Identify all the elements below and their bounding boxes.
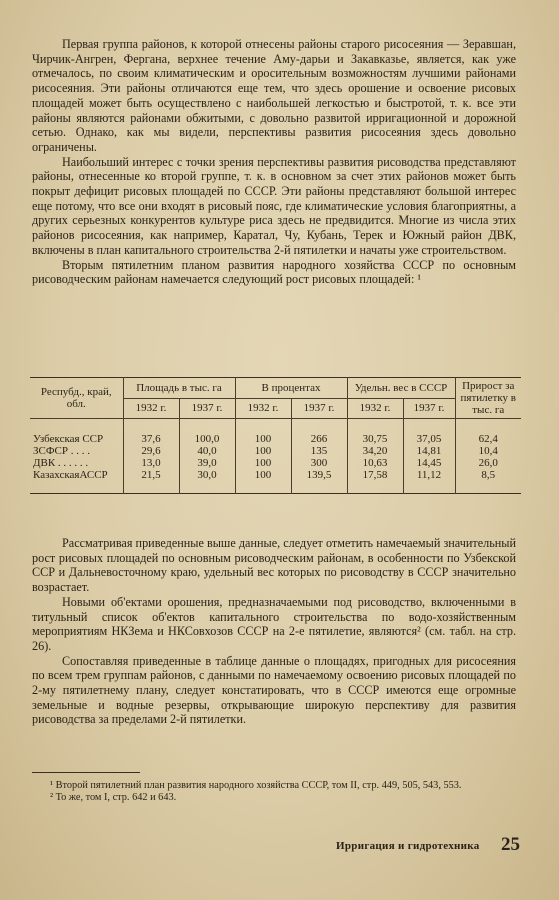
header-growth: Прирост за пятилетку в тыс. га — [455, 378, 521, 419]
cell: 13,0 — [123, 457, 179, 469]
cell: 100 — [235, 433, 291, 445]
header-year: 1932 г. — [235, 398, 291, 419]
header-year: 1937 г. — [291, 398, 347, 419]
header-region: Респубд., край, обл. — [30, 378, 123, 419]
cell: 30,0 — [179, 469, 235, 481]
page-number: 25 — [501, 834, 520, 855]
footnote-divider — [32, 772, 140, 773]
cell: 21,5 — [123, 469, 179, 481]
cell: 29,6 — [123, 445, 179, 457]
row-region: ДВК . . . . . . — [33, 457, 89, 469]
cell: 34,20 — [347, 445, 403, 457]
header-year: 1937 г. — [179, 398, 235, 419]
paragraph: Сопоставляя приведенные в таблице данные о площадях, пригодных для рисосеяния по всем трем группам районов, с данными по намечаемому освоению рисовых площадей по 2-му пятилетнему плану, следует констатировать, что в СССР имеются еще огромные земельные и водные резервы, открывающие широкую перспективу для развития рисоводства за пределами 2-й пятилетки. — [32, 653, 516, 727]
cell: 300 — [291, 457, 347, 469]
rice-area-table — [30, 377, 521, 494]
cell: 26,0 — [455, 457, 521, 469]
cell: 11,12 — [403, 469, 455, 481]
footnotes — [36, 780, 516, 805]
cell: 39,0 — [179, 457, 235, 469]
header-share: Удельн. вес в СССР — [347, 378, 455, 399]
header-percent: В процентах — [235, 378, 347, 399]
cell: 40,0 — [179, 445, 235, 457]
paragraph: Рассматривая приведенные выше данные, следует отметить намечаемый значительный рост рисовых площадей по основным рисоводческим районам, в особенности по Узбекской ССР и Дальневосточному краю, удельный вес которых по рисоводству в СССР значительно возрастает. — [32, 536, 516, 595]
paragraph: Новыми об'ектами орошения, предназначаемыми под рисоводство, включенными в титульный список об'ектов капитального строительства по водо-хозяйственным мероприятиям НКЗема и НКСовхозов СССР на 2-е пятилетие, являются² (см. табл. на стр. 26). — [32, 594, 516, 653]
header-year: 1932 г. — [123, 398, 179, 419]
cell: 17,58 — [347, 469, 403, 481]
table-row — [30, 445, 521, 457]
running-footer: Ирригация и гидротехника — [336, 840, 480, 852]
header-year: 1932 г. — [347, 398, 403, 419]
table-row — [30, 433, 521, 445]
cell: 10,63 — [347, 457, 403, 469]
cell: 14,81 — [403, 445, 455, 457]
cell: 62,4 — [455, 433, 521, 445]
cell: 10,4 — [455, 445, 521, 457]
paragraph: Вторым пятилетним планом развития народного хозяйства СССР по основным рисоводческим районам намечается следующий рост рисовых площадей: ¹ — [32, 257, 516, 287]
cell: 135 — [291, 445, 347, 457]
row-region: Узбекская ССР — [33, 433, 104, 445]
cell: 100 — [235, 457, 291, 469]
row-region: КазахскаяАССР — [33, 469, 108, 481]
cell: 30,75 — [347, 433, 403, 445]
footnote: ² То же, том I, стр. 642 и 643. — [50, 792, 177, 804]
cell: 37,05 — [403, 433, 455, 445]
body-text-bottom — [32, 536, 516, 727]
cell: 100 — [235, 469, 291, 481]
cell: 8,5 — [455, 469, 521, 481]
row-region: ЗСФСР . . . . — [33, 445, 90, 457]
table-row — [30, 457, 521, 469]
paragraph: Первая группа районов, к которой отнесены районы старого рисосеяния — Зеравшан, Чирчик-Ангрен, Фергана, верхнее течение Аму-дарьи и Закавказье, является, как уже отмечалось, по своим климатическим и оросительным возможностям лучшими районами рисосеяния. Эти районы отличаются еще тем, что здесь орошение и освоение рисовых площадей может быть осуществлено с наибольшей легкостью и быстротой, т. к. все эти районы являются районами обжитыми, с довольно развитой ирригационной и дорожной сетью. Однако, как мы видели, перспективы развития рисосеяния здесь довольно ограничены. — [32, 37, 516, 154]
cell: 37,6 — [123, 433, 179, 445]
cell: 100,0 — [179, 433, 235, 445]
header-year: 1937 г. — [403, 398, 455, 419]
body-text-top — [32, 37, 516, 287]
cell: 100 — [235, 445, 291, 457]
footnote: ¹ Второй пятилетний план развития народного хозяйства СССР, том II, стр. 449, 505, 543, 553. — [50, 780, 462, 791]
paragraph: Наибольший интерес с точки зрения перспективы развития рисоводства представляют районы, отнесенные ко второй группе, т. к. в основном за счет этих районов может быть покрыт дефицит рисовых площадей по СССР. Эти районы представляют большой интерес еще потому, что все они входят в рисовый пояс, где климатические условия благоприятны, а других серьезных конкурентов культуре риса здесь не предвидится. Многие из числа этих районов рисосеяния, как например, Каратал, Чу, Кубань, Терек и Южный район ДВК, включены в план капитального строительства 2-й пятилетки и начаты уже строительством. — [32, 154, 516, 257]
cell: 139,5 — [291, 469, 347, 481]
header-area: Площадь в тыс. га — [123, 378, 235, 399]
cell: 266 — [291, 433, 347, 445]
cell: 14,45 — [403, 457, 455, 469]
table-row — [30, 469, 521, 481]
